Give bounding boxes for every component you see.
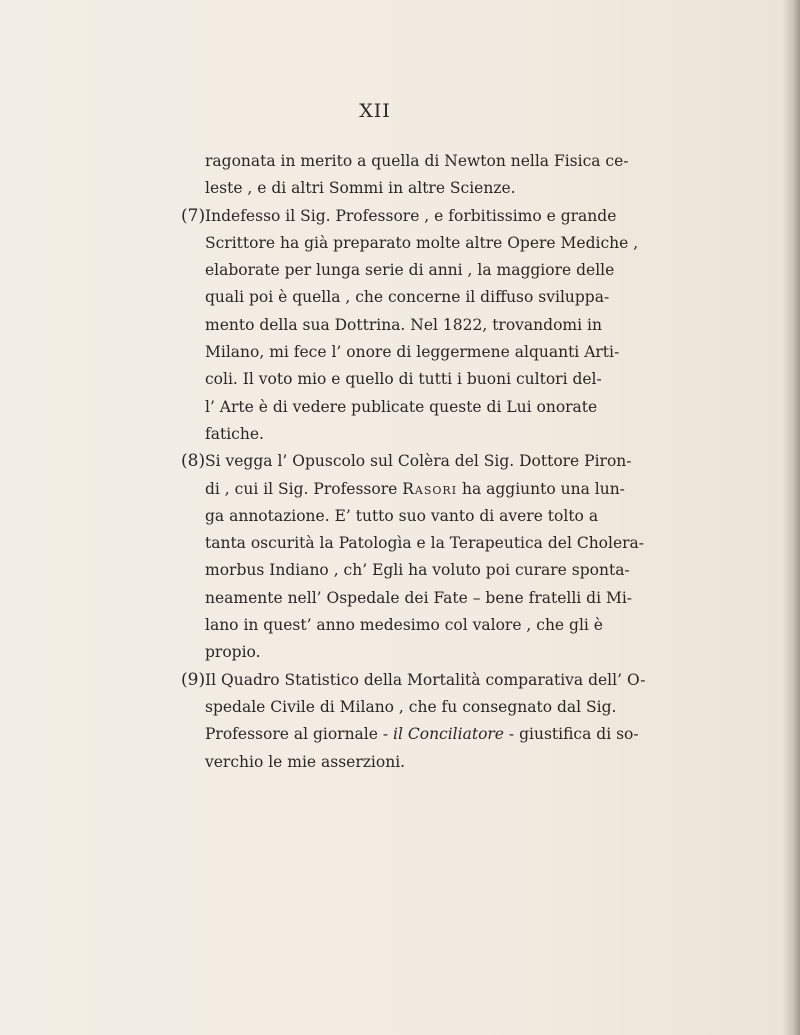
text-line: Il Quadro Statistico della Mortalità comparativa dell’ O- xyxy=(205,670,646,689)
note-marker: (7) xyxy=(181,205,206,226)
note-marker: (9) xyxy=(181,669,206,690)
text-line: fatiche. xyxy=(205,424,264,443)
page-number: XII xyxy=(359,100,391,122)
text-line: Milano, mi fece l’ onore di leggermene alquanti Arti- xyxy=(205,343,620,362)
text-line: Si vegga l’ Opuscolo sul Colèra del Sig. Dottore Piron- xyxy=(205,452,632,471)
text-line: ga annotazione. E’ tutto suo vanto di avere tolto a xyxy=(205,506,599,525)
text-line: coli. Il voto mio e quello di tutti i buoni cultori del- xyxy=(205,370,602,389)
continuation-paragraph xyxy=(205,148,640,203)
author-name-rasori: Rasori xyxy=(402,479,458,498)
note-8 xyxy=(181,448,645,666)
text-line xyxy=(205,721,640,748)
text-line: neamente nell’ Ospedale dei Fate – bene fratelli di Mi- xyxy=(205,588,633,607)
text-line: l’ Arte è di vedere publicate queste di Lui onorate xyxy=(205,397,598,416)
note-marker: (8) xyxy=(181,451,206,472)
text-line: quali poi è quella , che concerne il diffuso sviluppa- xyxy=(205,288,610,307)
text-fragment: ha aggiunto una lun- xyxy=(461,479,625,498)
text-line xyxy=(205,476,640,503)
text-fragment: - giustifica di so- xyxy=(508,725,639,744)
text-line: ragonata in merito a quella di Newton nella Fisica ce- xyxy=(205,152,629,170)
text-line: morbus Indiano , ch’ Egli ha voluto poi curare sponta- xyxy=(205,561,630,580)
text-line: mento della sua Dottrina. Nel 1822, trovandomi in xyxy=(205,315,602,334)
text-line: Scrittore ha già preparato molte altre Opere Mediche , xyxy=(205,233,639,252)
text-line: spedale Civile di Milano , che fu consegnato dal Sig. xyxy=(205,697,617,716)
journal-title: il Conciliatore xyxy=(393,725,504,744)
text-line: verchio le mie asserzioni. xyxy=(205,752,406,771)
text-line: Indefesso il Sig. Professore , e forbitissimo e grande xyxy=(205,206,617,225)
text-line: tanta oscurità la Patologìa e la Terapeutica del Cholera- xyxy=(205,534,645,553)
page-edge-shadow xyxy=(782,0,800,1035)
text-fragment: Professore al giornale - xyxy=(205,725,389,744)
page-text xyxy=(181,148,646,776)
text-line: leste , e di altri Sommi in altre Scienze. xyxy=(205,179,516,198)
text-line: propio. xyxy=(205,643,261,662)
text-line: lano in quest’ anno medesimo col valore , che gli è xyxy=(205,616,603,635)
text-line: elaborate per lunga serie di anni , la maggiore delle xyxy=(205,261,615,280)
note-9 xyxy=(181,667,646,776)
note-7 xyxy=(181,203,640,449)
text-fragment: di , cui il Sig. Professore xyxy=(205,479,398,498)
